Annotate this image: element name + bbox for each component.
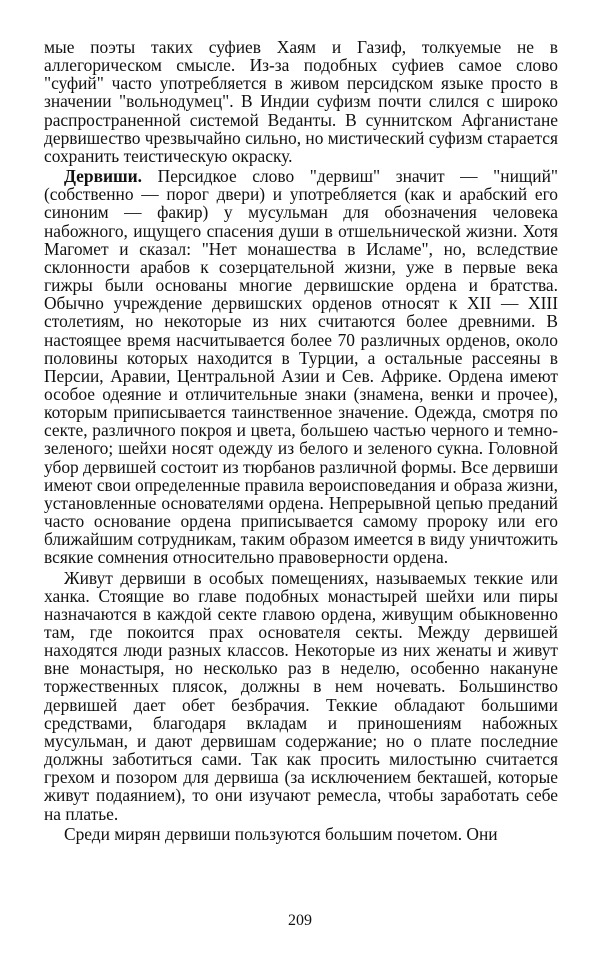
page-number: 209 [288,912,312,929]
paragraph-text: Среди мирян дервиши пользуются большим почетом. Они [64,823,498,844]
paragraph-text: Персидкое слово "дервиш" значит — "нищий" (собственно — порог двери) и употребляется (как и арабский его синоним — факир) у мусульман для обозначения человека набожного, ищущего спасения души в отшельнической жизни. Хотя Магомет и сказал: "Нет монашества в Исламе", но, вследствие склонности арабов к созерцательной жизни, уже в первые века гижры были основаны многие дервишские ордена и братства. Обычно учреждение дервишских орденов относят к XII — XIII столетиям, но некоторые из них считаются более древними. В настоящее время насчитывается более 70 различных орденов, около половины которых находится в Турции, а остальные рассеяны в Персии, Аравии, Центральной Азии и Сев. Африке. Ордена имеют особое одеяние и отличительные знаки (знамена, венки и прочее), которым приписывается таинственное значение. Одежда, смотря по секте, различного покроя и цвета, большею частью черного и темно-зеленого; шейхи носят одежду из белого и зеленого сукна. Головной убор дервишей состоит из тюрбанов различной формы. Все дервиши имеют свои определенные правила вероисповедания и образа жизни, установленные основателями ордена. Непрерывной цепью преданий часто основание ордена приписывается самому пророку или его ближайшим сотрудникам, таким образом имеется в виду уничтожить всякие сомнения относительно правоверности ордена. [44,166,558,568]
section-term-dervishes: Дервиши. [64,166,143,187]
paragraph-dervishes [44,167,558,566]
paragraph-text: Живут дервиши в особых помещениях, называемых теккие или ханка. Стоящие во главе подобных монастырей шейхи или пиры назначаются в каждой секте главою ордена, живущим обыкновенно там, где покоится прах основателя секты. Между дервишей находятся люди разных классов. Некоторые из них женаты и живут вне монастыря, но несколько раз в неделю, особенно накануне торжественных плясок, должны в нем ночевать. Большинство дервишей дает обет безбрачия. Теккие обладают большими средствами, благодаря вкладам и приношениям набожных мусульман, и дают дервишам содержание; но о плате последние должны заботиться сами. Так как просить милостыню считается грехом и позором для дервиша (за исключением бекташей, которые живут подаянием), то они изучают ремесла, чтобы заработать себе на платье. [44,567,558,824]
paragraph-sufism-continued [44,38,558,165]
paragraph-laity-respect [44,825,558,843]
paragraph-text: мые поэты таких суфиев Хаям и Газиф, толкуемые не в аллегорическом смысле. Из-за подобных суфиев самое слово "суфий" часто употребляется в живом персидском языке просто в значении "вольнодумец". В Индии суфизм почти слился с широко распространенной системой Веданты. В суннитском Афганистане дервишество чрезвычайно сильно, но мистический суфизм старается сохранить теистическую окраску. [44,37,558,166]
book-page [44,38,558,843]
paragraph-dervish-life [44,569,558,823]
